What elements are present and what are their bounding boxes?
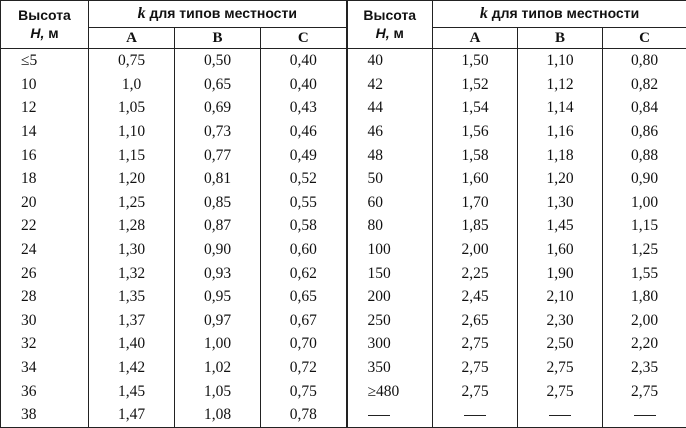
k-cell-c-right: 0,86 xyxy=(603,120,686,144)
k-cell-a-left: 1,05 xyxy=(89,96,175,120)
height-cell-right: 300 xyxy=(347,332,433,356)
height-cell-left: 24 xyxy=(1,238,89,262)
height-cell-left: 18 xyxy=(1,167,89,191)
height-cell-right: 250 xyxy=(347,309,433,333)
table-row xyxy=(1,144,686,168)
k-cell-c-right xyxy=(603,403,686,427)
height-cell-right: 40 xyxy=(347,49,433,73)
k-cell-a-left: 1,42 xyxy=(89,356,175,380)
k-cell-c-right: 2,20 xyxy=(603,332,686,356)
k-var: k xyxy=(137,5,146,22)
height-cell-right: 48 xyxy=(347,144,433,168)
k-header-right xyxy=(433,1,686,28)
k-cell-a-right: 2,45 xyxy=(433,285,518,309)
height-unit: м xyxy=(389,24,404,41)
k-cell-a-right: 1,52 xyxy=(433,73,518,97)
k-cell-b-left: 0,87 xyxy=(175,214,261,238)
k-cell-b-right: 1,60 xyxy=(518,238,603,262)
k-cell-a-left: 1,40 xyxy=(89,332,175,356)
col-a-header: A xyxy=(433,28,518,49)
k-cell-c-left: 0,72 xyxy=(261,356,347,380)
height-cell-right: 80 xyxy=(347,214,433,238)
k-cell-c-left: 0,67 xyxy=(261,309,347,333)
height-header-left xyxy=(1,1,89,49)
k-cell-a-right: 1,85 xyxy=(433,214,518,238)
k-cell-b-left: 0,69 xyxy=(175,96,261,120)
k-cell-c-left: 0,70 xyxy=(261,332,347,356)
k-cell-c-right: 1,55 xyxy=(603,262,686,286)
table-row xyxy=(1,380,686,404)
k-cell-a-left: 1,25 xyxy=(89,191,175,215)
k-cell-a-right: 1,50 xyxy=(433,49,518,73)
height-header-right xyxy=(347,1,433,49)
k-cell-b-right: 1,90 xyxy=(518,262,603,286)
k-label: для типов местности xyxy=(145,5,297,21)
k-cell-c-right: 2,35 xyxy=(603,356,686,380)
height-cell-left: 22 xyxy=(1,214,89,238)
k-cell-b-right: 2,10 xyxy=(518,285,603,309)
k-cell-a-right: 1,56 xyxy=(433,120,518,144)
k-cell-b-left: 0,93 xyxy=(175,262,261,286)
k-cell-a-right xyxy=(433,403,518,427)
height-cell-right: 44 xyxy=(347,96,433,120)
height-cell-left: 32 xyxy=(1,332,89,356)
table-row xyxy=(1,167,686,191)
k-cell-b-right: 1,14 xyxy=(518,96,603,120)
table-row xyxy=(1,356,686,380)
k-cell-b-left: 1,00 xyxy=(175,332,261,356)
height-cell-right: 46 xyxy=(347,120,433,144)
k-cell-b-right: 1,16 xyxy=(518,120,603,144)
height-cell-right: 150 xyxy=(347,262,433,286)
table-row xyxy=(1,332,686,356)
k-cell-c-left: 0,40 xyxy=(261,49,347,73)
k-cell-a-right: 2,75 xyxy=(433,380,518,404)
k-cell-c-left: 0,46 xyxy=(261,120,347,144)
height-cell-left: 38 xyxy=(1,403,89,427)
k-cell-a-right: 1,60 xyxy=(433,167,518,191)
k-cell-c-right: 2,00 xyxy=(603,309,686,333)
k-cell-a-left: 1,20 xyxy=(89,167,175,191)
height-cell-left: 14 xyxy=(1,120,89,144)
k-cell-b-left: 0,81 xyxy=(175,167,261,191)
k-header-left xyxy=(89,1,347,28)
k-var: k xyxy=(479,5,488,22)
k-cell-a-left: 1,37 xyxy=(89,309,175,333)
k-cell-b-left: 0,90 xyxy=(175,238,261,262)
col-c-header: C xyxy=(603,28,686,49)
k-cell-c-left: 0,78 xyxy=(261,403,347,427)
table-row xyxy=(1,309,686,333)
table-row xyxy=(1,191,686,215)
k-cell-b-left: 0,77 xyxy=(175,144,261,168)
k-cell-a-left: 1,28 xyxy=(89,214,175,238)
k-cell-c-left: 0,40 xyxy=(261,73,347,97)
k-cell-c-right: 2,75 xyxy=(603,380,686,404)
col-b-header: B xyxy=(175,28,261,49)
k-cell-a-right: 2,65 xyxy=(433,309,518,333)
height-cell-right: 50 xyxy=(347,167,433,191)
k-cell-c-left: 0,58 xyxy=(261,214,347,238)
height-label-line1: Высота xyxy=(363,7,417,23)
k-cell-c-left: 0,43 xyxy=(261,96,347,120)
k-cell-a-left: 0,75 xyxy=(89,49,175,73)
height-cell-left: 20 xyxy=(1,191,89,215)
k-cell-c-right: 1,80 xyxy=(603,285,686,309)
k-cell-b-right: 2,75 xyxy=(518,380,603,404)
k-cell-a-right: 1,58 xyxy=(433,144,518,168)
k-cell-b-left: 1,05 xyxy=(175,380,261,404)
col-a-header: A xyxy=(89,28,175,49)
k-cell-b-right: 1,12 xyxy=(518,73,603,97)
k-cell-a-right: 1,54 xyxy=(433,96,518,120)
k-cell-a-right: 1,70 xyxy=(433,191,518,215)
height-cell-left: 34 xyxy=(1,356,89,380)
k-cell-a-left: 1,10 xyxy=(89,120,175,144)
k-cell-a-right: 2,25 xyxy=(433,262,518,286)
k-cell-a-right: 2,75 xyxy=(433,332,518,356)
k-cell-b-left: 0,97 xyxy=(175,309,261,333)
k-cell-b-right: 2,30 xyxy=(518,309,603,333)
height-cell-left: 10 xyxy=(1,73,89,97)
k-cell-a-left: 1,35 xyxy=(89,285,175,309)
k-cell-b-left: 0,65 xyxy=(175,73,261,97)
empty-dash xyxy=(634,415,656,416)
table-row xyxy=(1,403,686,427)
k-cell-c-left: 0,49 xyxy=(261,144,347,168)
k-cell-a-left: 1,30 xyxy=(89,238,175,262)
col-c-header: C xyxy=(261,28,347,49)
k-cell-a-right: 2,00 xyxy=(433,238,518,262)
height-cell-right: 60 xyxy=(347,191,433,215)
height-cell-left: 16 xyxy=(1,144,89,168)
k-cell-c-left: 0,65 xyxy=(261,285,347,309)
k-cell-a-left: 1,45 xyxy=(89,380,175,404)
height-cell-right xyxy=(347,403,433,427)
k-cell-c-right: 0,90 xyxy=(603,167,686,191)
table-row xyxy=(1,238,686,262)
k-cell-c-left: 0,55 xyxy=(261,191,347,215)
table-row xyxy=(1,120,686,144)
height-label-line1: Высота xyxy=(18,7,71,23)
height-unit: м xyxy=(44,24,59,41)
height-cell-left: 12 xyxy=(1,96,89,120)
height-cell-right: 350 xyxy=(347,356,433,380)
k-cell-a-left: 1,32 xyxy=(89,262,175,286)
height-cell-left: 36 xyxy=(1,380,89,404)
k-cell-b-right: 1,45 xyxy=(518,214,603,238)
k-cell-c-right: 0,80 xyxy=(603,49,686,73)
k-cell-b-left: 0,95 xyxy=(175,285,261,309)
k-cell-b-right: 1,30 xyxy=(518,191,603,215)
k-cell-c-right: 0,84 xyxy=(603,96,686,120)
height-cell-right: 100 xyxy=(347,238,433,262)
k-cell-b-left: 0,85 xyxy=(175,191,261,215)
height-cell-left: ≤5 xyxy=(1,49,89,73)
k-cell-b-right: 2,50 xyxy=(518,332,603,356)
table-row xyxy=(1,285,686,309)
empty-dash xyxy=(549,415,571,416)
height-cell-right: 200 xyxy=(347,285,433,309)
k-cell-a-right: 2,75 xyxy=(433,356,518,380)
empty-dash xyxy=(368,415,390,416)
table-row xyxy=(1,262,686,286)
table-row xyxy=(1,49,686,73)
height-cell-left: 26 xyxy=(1,262,89,286)
k-cell-a-left: 1,47 xyxy=(89,403,175,427)
height-var: H, xyxy=(375,24,390,41)
k-cell-b-right xyxy=(518,403,603,427)
k-cell-c-right: 1,00 xyxy=(603,191,686,215)
k-cell-c-left: 0,52 xyxy=(261,167,347,191)
height-cell-left: 28 xyxy=(1,285,89,309)
k-cell-b-left: 1,02 xyxy=(175,356,261,380)
k-cell-c-right: 0,88 xyxy=(603,144,686,168)
k-cell-b-right: 1,18 xyxy=(518,144,603,168)
k-cell-b-right: 2,75 xyxy=(518,356,603,380)
k-cell-b-right: 1,10 xyxy=(518,49,603,73)
k-label: для типов местности xyxy=(487,5,640,21)
height-cell-right: 42 xyxy=(347,73,433,97)
table-row xyxy=(1,96,686,120)
k-cell-b-left: 0,73 xyxy=(175,120,261,144)
k-cell-b-left: 0,50 xyxy=(175,49,261,73)
k-cell-a-left: 1,0 xyxy=(89,73,175,97)
k-cell-c-left: 0,60 xyxy=(261,238,347,262)
k-cell-c-left: 0,62 xyxy=(261,262,347,286)
k-cell-c-right: 0,82 xyxy=(603,73,686,97)
empty-dash xyxy=(464,415,486,416)
k-cell-b-right: 1,20 xyxy=(518,167,603,191)
k-cell-c-right: 1,25 xyxy=(603,238,686,262)
table-body xyxy=(1,49,686,428)
height-cell-left: 30 xyxy=(1,309,89,333)
height-cell-right: ≥480 xyxy=(347,380,433,404)
height-var: H, xyxy=(30,24,45,41)
table-row xyxy=(1,73,686,97)
k-cell-c-right: 1,15 xyxy=(603,214,686,238)
table-row xyxy=(1,214,686,238)
col-b-header: B xyxy=(518,28,603,49)
k-cell-a-left: 1,15 xyxy=(89,144,175,168)
k-cell-c-left: 0,75 xyxy=(261,380,347,404)
k-cell-b-left: 1,08 xyxy=(175,403,261,427)
